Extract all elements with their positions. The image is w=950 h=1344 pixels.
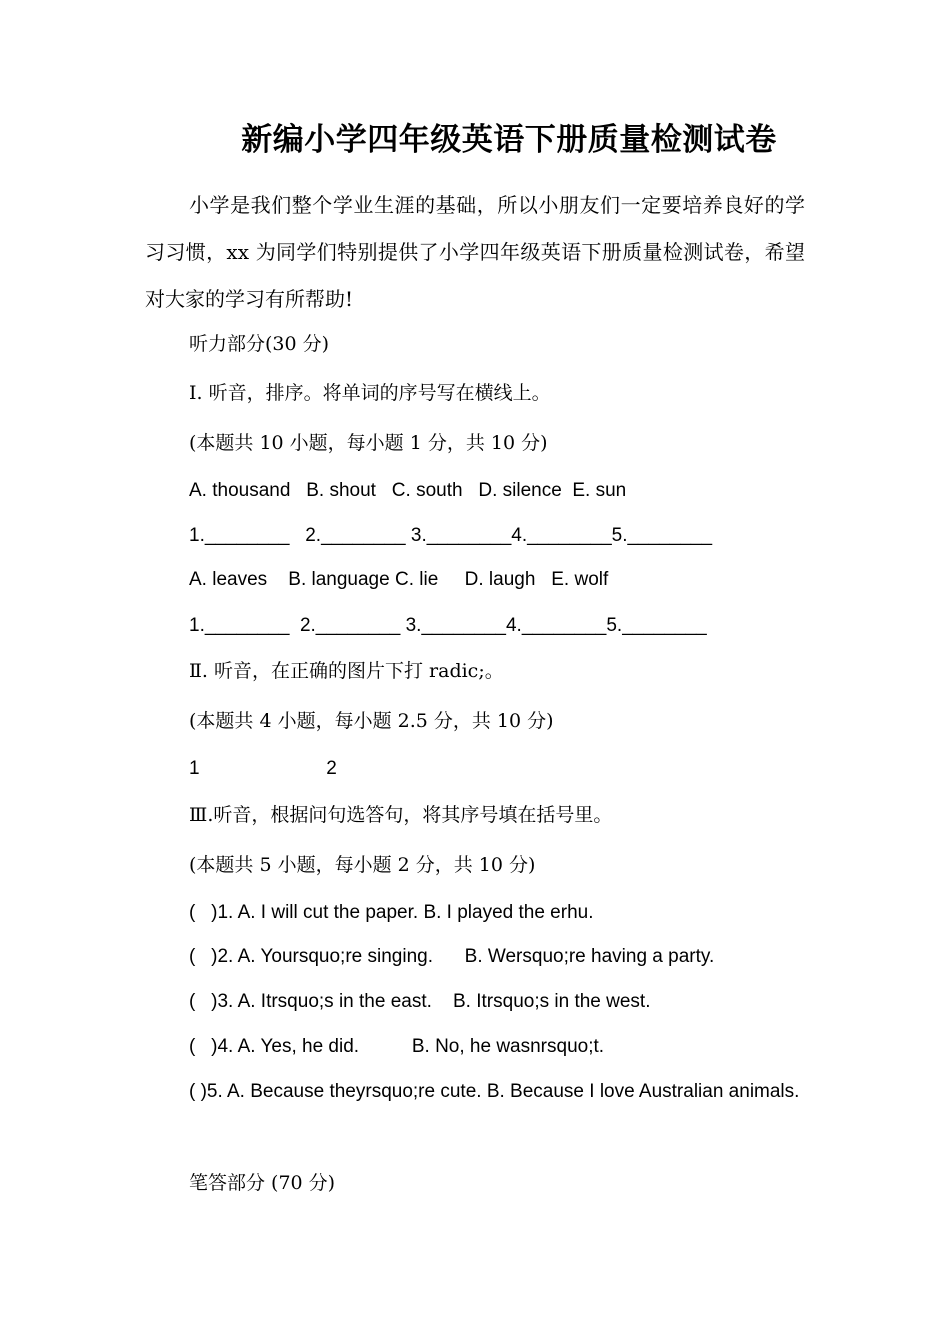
section1-words-a: A. thousand B. shout C. south D. silence E. sun: [189, 480, 627, 501]
section3-item: ( )1. A. I will cut the paper. B. I played the erhu.: [189, 902, 594, 923]
section2-heading: Ⅱ. 听音，在正确的图片下打 radic;。: [189, 660, 504, 682]
section3-note: (本题共 5 小题，每小题 2 分，共 10 分): [189, 854, 536, 876]
page-title: 新编小学四年级英语下册质量检测试卷: [241, 122, 777, 158]
intro-paragraph: 小学是我们整个学业生涯的基础，所以小朋友们一定要培养良好的学习习惯，xx 为同学们特别提供了小学四年级英语下册质量检测试卷，希望对大家的学习有所帮助!: [145, 193, 805, 311]
section3-item: ( )3. A. Itrsquo;s in the east. B. Itrsquo;s in the west.: [189, 991, 651, 1012]
section2-note: (本题共 4 小题，每小题 2.5 分，共 10 分): [189, 710, 554, 732]
section1-note: (本题共 10 小题，每小题 1 分，共 10 分): [189, 432, 548, 454]
section1-blanks-a: 1.________ 2.________ 3.________4.________5.________: [189, 525, 713, 546]
section3-item: ( )2. A. Yoursquo;re singing. B. Wersquo;re having a party.: [189, 946, 715, 967]
section1-heading: Ⅰ. 听音，排序。将单词的序号写在横线上。: [189, 382, 551, 404]
listening-heading: 听力部分(30 分): [189, 333, 330, 355]
section3-item: ( )5. A. Because theyrsquo;re cute. B. Because I love Australian animals.: [189, 1081, 800, 1102]
section1-words-b: A. leaves B. language C. lie D. laugh E. wolf: [189, 569, 609, 590]
writing-heading: 笔答部分 (70 分): [189, 1172, 336, 1194]
section1-blanks-b: 1.________ 2.________ 3.________4.________5.________: [189, 615, 707, 636]
section3-item: ( )4. A. Yes, he did. B. No, he wasnrsquo;t.: [189, 1036, 605, 1057]
section2-picture-labels: 1 2: [189, 758, 337, 779]
section3-heading: Ⅲ.听音，根据问句选答句，将其序号填在括号里。: [189, 804, 613, 826]
